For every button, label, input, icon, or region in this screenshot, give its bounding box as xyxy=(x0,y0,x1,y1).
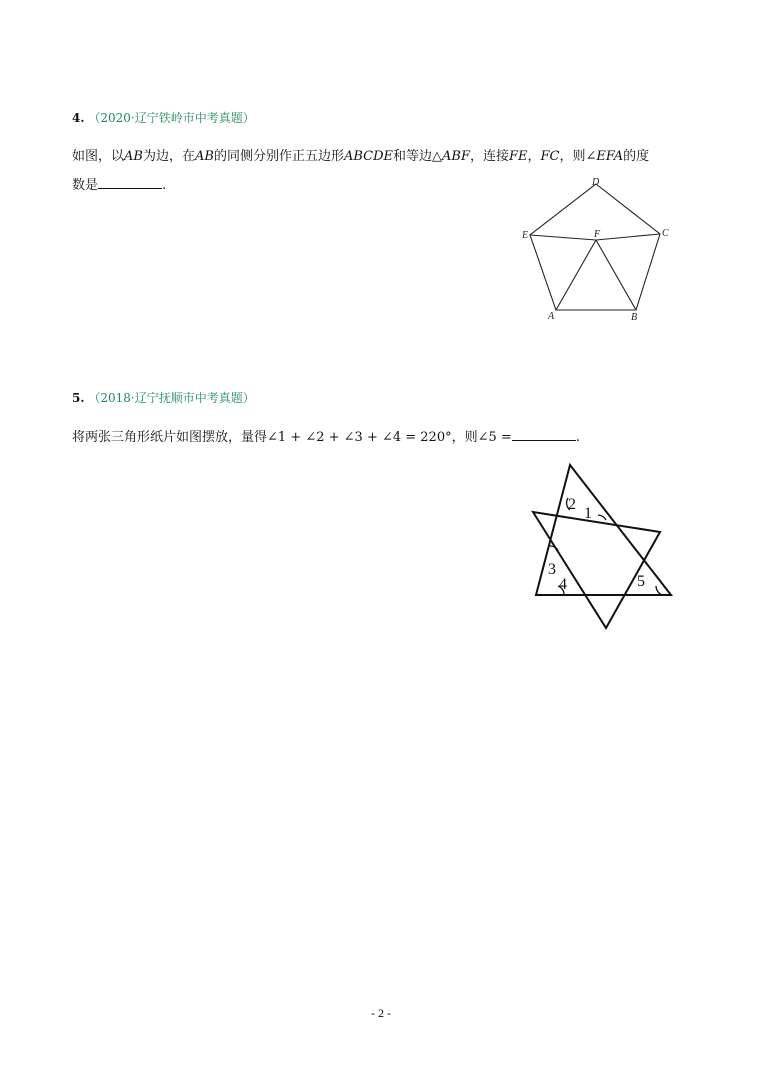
segment-bf xyxy=(596,240,636,310)
question-number: 5. xyxy=(72,391,85,405)
question-source: 2018·辽宁抚顺市中考真题 xyxy=(100,391,243,405)
math-segment: EFA xyxy=(596,149,624,164)
text-segment: . xyxy=(162,178,167,193)
text-segment: ， xyxy=(527,149,541,164)
math-segment: FE xyxy=(508,149,528,164)
math-segment: ABF xyxy=(442,149,470,164)
question-5-header xyxy=(72,390,255,406)
segment-ef xyxy=(530,235,596,240)
triangles-figure xyxy=(528,460,678,632)
pentagon-figure xyxy=(515,172,675,327)
question-4-header xyxy=(72,110,255,126)
math-segment: AB xyxy=(194,149,214,164)
answer-blank xyxy=(512,428,576,441)
two-triangles-diagram xyxy=(528,460,678,632)
vertex-label-c: C xyxy=(662,228,669,239)
math-segment: ABCDE xyxy=(343,149,393,164)
angle-3-arc xyxy=(550,546,558,550)
source-open-paren: （ xyxy=(88,391,101,405)
vertex-label-b: B xyxy=(631,312,638,323)
text-segment: . xyxy=(575,430,580,445)
text-segment: 的同侧分别作正五边形 xyxy=(213,149,344,164)
segment-fc xyxy=(596,234,660,240)
source-close-paren: ） xyxy=(242,391,255,405)
question-number: 4. xyxy=(72,111,85,125)
vertex-label-f: F xyxy=(594,229,601,240)
vertex-label-e: E xyxy=(522,230,529,241)
question-5-text-line-1 xyxy=(72,428,580,447)
vertex-label-a: A xyxy=(548,311,555,322)
math-segment: FC xyxy=(540,149,560,164)
math-segment: AB xyxy=(124,149,143,164)
text-segment: 将两张三角形纸片如图摆放，量得∠1 + ∠2 + ∠3 + ∠4 = 220°，则∠5 = xyxy=(72,430,512,445)
question-4-text-line-1 xyxy=(72,148,649,166)
angle-5-arc xyxy=(656,586,662,595)
regular-pentagon-abcde xyxy=(530,184,660,310)
angle-label-2: 2 xyxy=(568,496,576,513)
vertex-label-d: D xyxy=(592,177,600,188)
source-close-paren: ） xyxy=(242,111,255,125)
angle-label-3: 3 xyxy=(548,561,556,578)
angle-1-arc xyxy=(598,515,606,520)
text-segment: 的度 xyxy=(623,149,650,164)
text-segment: 数是 xyxy=(72,178,99,193)
page-number: - 2 - xyxy=(371,1006,391,1020)
text-segment: 如图，以 xyxy=(72,149,125,164)
angle-label-4: 4 xyxy=(559,576,567,593)
angle-label-1: 1 xyxy=(584,505,592,522)
question-source: 2020·辽宁铁岭市中考真题 xyxy=(100,111,243,125)
pentagon-diagram xyxy=(515,172,675,327)
text-segment: 和等边△ xyxy=(393,149,442,164)
angle-label-5: 5 xyxy=(637,573,645,590)
segment-af xyxy=(556,240,596,310)
text-segment: ，则∠ xyxy=(559,149,597,164)
answer-blank xyxy=(98,176,162,189)
source-open-paren: （ xyxy=(88,111,101,125)
question-4-text-line-2 xyxy=(72,176,166,195)
text-segment: 为边，在 xyxy=(142,149,195,164)
text-segment: ，连接 xyxy=(469,149,509,164)
